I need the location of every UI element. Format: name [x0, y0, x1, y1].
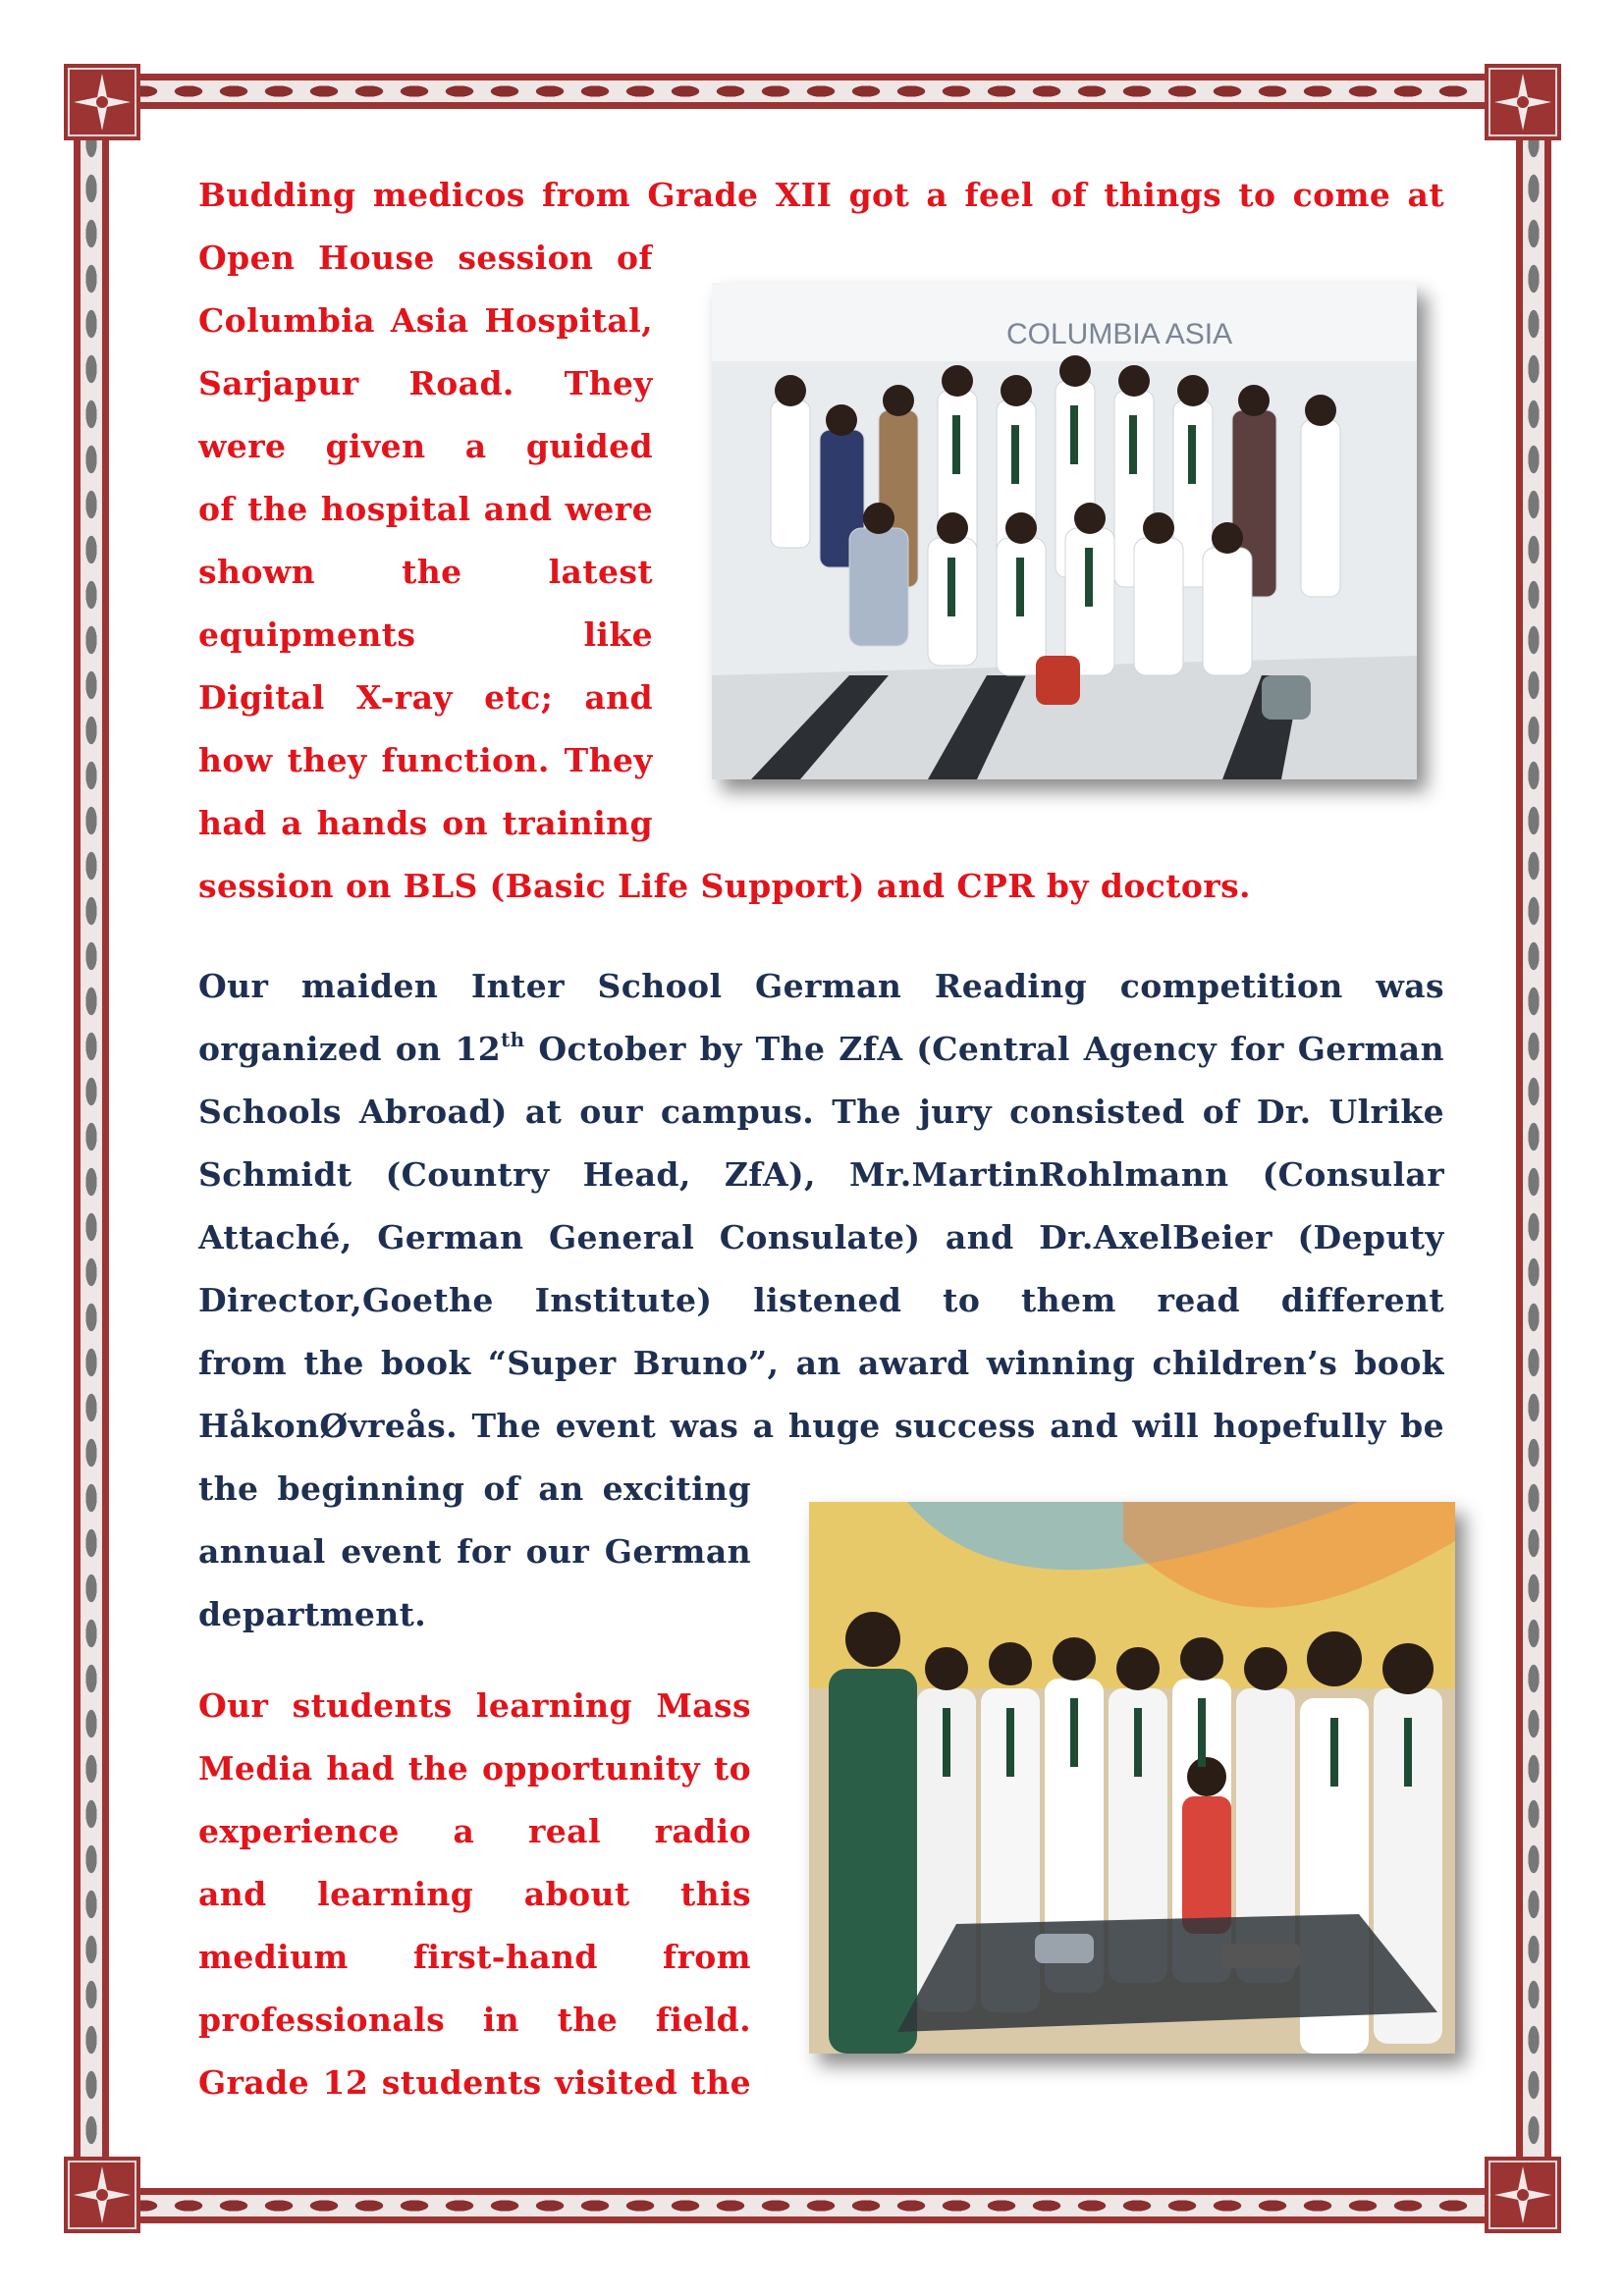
article-mass-media-radio-visit: [198, 1675, 751, 2114]
border-right: [1516, 121, 1551, 2176]
corner-ornament-icon: [64, 2157, 140, 2233]
photo-radio-station-group: [809, 1502, 1455, 2054]
border-bottom: [121, 2188, 1504, 2223]
text-line: Sarjapur Road. They: [198, 364, 653, 402]
text-line: organized on 12th October by The ZfA (Central Agency for German: [198, 1028, 1444, 1068]
text-line: session on BLS (Basic Life Support) and CPR by doctors.: [198, 867, 1251, 905]
text-line: department.: [198, 1595, 427, 1633]
text-line: Schmidt (Country Head, ZfA), Mr.MartinRohlmann (Consular: [198, 1155, 1444, 1194]
text-line: Grade 12 students visited the: [198, 2063, 751, 2102]
text-line: how they function. They: [198, 741, 653, 779]
text-line: Our maiden Inter School German Reading competition was: [198, 967, 1444, 1005]
text-line: Budding medicos from Grade XII got a feel of things to come at: [198, 176, 1444, 214]
text-line: shown the latest: [198, 553, 653, 591]
text-line: Media had the opportunity to: [198, 1749, 751, 1788]
text-line: Columbia Asia Hospital,: [198, 301, 653, 340]
border-left: [74, 121, 109, 2176]
text-line: the beginning of an exciting: [198, 1469, 751, 1508]
text-line: HåkonØvreås. The event was a huge success and will hopefully be: [198, 1407, 1444, 1445]
text-line: had a hands on training: [198, 804, 653, 842]
photo-hospital-group: [712, 283, 1417, 779]
text-line: Our students learning Mass: [198, 1686, 751, 1725]
border-top: [121, 74, 1504, 109]
text-line: medium first-hand from: [198, 1938, 751, 1976]
text-line: and learning about this: [198, 1875, 751, 1913]
text-line: professionals in the field.: [198, 2001, 751, 2039]
text-line: Open House session of: [198, 239, 653, 277]
corner-ornament-icon: [1485, 64, 1561, 140]
text-line: from the book “Super Bruno”, an award winning children’s book: [198, 1344, 1444, 1382]
hospital-sign-text: COLUMBIA ASIA: [1006, 318, 1233, 350]
text-line: were given a guided: [198, 427, 653, 465]
text-line: Digital X-ray etc; and: [198, 678, 653, 717]
corner-ornament-icon: [1485, 2157, 1561, 2233]
text-line: annual event for our German: [198, 1532, 751, 1571]
text-line: experience a real radio: [198, 1812, 751, 1850]
corner-ornament-icon: [64, 64, 140, 140]
text-line: Attaché, German General Consulate) and Dr.AxelBeier (Deputy: [198, 1218, 1444, 1256]
text-line: Schools Abroad) at our campus. The jury consisted of Dr. Ulrike: [198, 1093, 1444, 1131]
text-line: equipments like: [198, 615, 653, 654]
text-line: of the hospital and were: [198, 490, 653, 528]
text-line: Director,Goethe Institute) listened to them read different: [198, 1281, 1444, 1319]
